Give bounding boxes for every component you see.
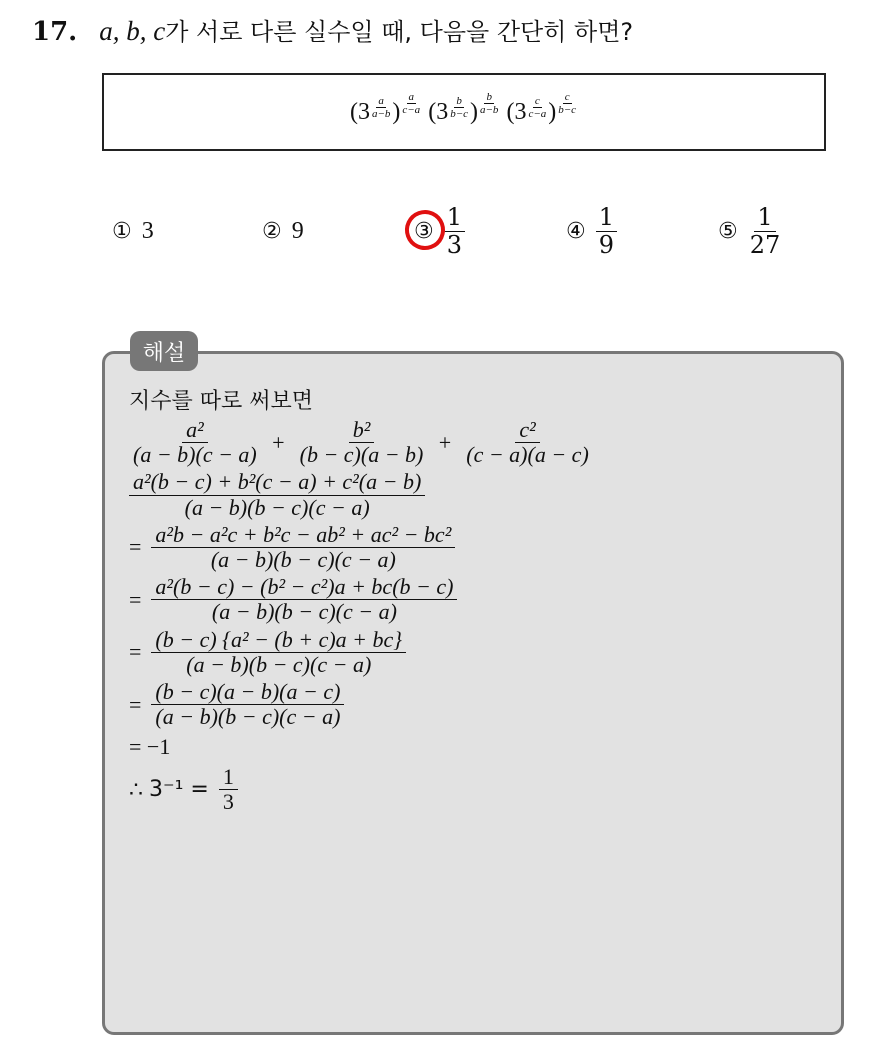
- sum-fraction-a-num: a²: [182, 418, 208, 443]
- step-1-den: (a − b)(b − c)(c − a): [184, 494, 370, 520]
- choice-2-value: 9: [291, 217, 304, 244]
- solution-intro: 지수를 따로 써보면: [129, 389, 314, 414]
- inner-exponent-3-num: c: [534, 94, 540, 107]
- outer-exponent-1: [400, 91, 422, 116]
- close-paren: ): [392, 98, 401, 125]
- choice-5-fraction: [748, 204, 783, 258]
- step-5-num: (b − c)(a − b)(a − c): [151, 680, 344, 705]
- expression-term-3: [506, 90, 578, 126]
- result-text: = −1: [129, 734, 171, 760]
- solution-step-3: [129, 575, 831, 624]
- outer-exponent-1-den: c−a: [402, 103, 421, 116]
- inner-exponent-1-num: a: [378, 94, 384, 107]
- choice-2-mark: ②: [262, 218, 282, 244]
- outer-exponent-2-den: a−b: [480, 103, 499, 116]
- solution-result: [129, 732, 831, 762]
- step-4-num: (b − c) {a² − (b + c)a + bc}: [151, 628, 406, 653]
- question-text: 가 서로 다른 실수일 때, 다음을 간단히 하면?: [165, 18, 634, 46]
- base: 3: [436, 98, 449, 125]
- plus-sign: +: [270, 429, 286, 455]
- choice-4-mark: ④: [566, 218, 586, 244]
- question-header: [32, 12, 633, 47]
- choice-3[interactable]: [414, 200, 465, 262]
- sum-fraction-b-den: (b − c)(a − b): [299, 442, 424, 468]
- solution-box: [102, 351, 844, 1035]
- step-4-fraction: [151, 628, 406, 677]
- step-1-num: a²(b − c) + b²(c − a) + c²(a − b): [129, 470, 425, 495]
- choice-4-numerator: 1: [596, 204, 617, 231]
- choice-4-fraction: [596, 204, 617, 258]
- solution-step-5: [129, 680, 831, 729]
- outer-exponent-2-num: b: [486, 90, 492, 103]
- choice-4[interactable]: [566, 200, 617, 262]
- choice-5-numerator: 1: [754, 204, 775, 231]
- choice-1[interactable]: [112, 200, 154, 262]
- inner-exponent-3-den: c−a: [528, 107, 547, 120]
- expression-box: [102, 73, 826, 151]
- step-2-num: a²b − a²c + b²c − ab² + ac² − bc²: [151, 523, 455, 548]
- step-4-den: (a − b)(b − c)(c − a): [186, 651, 372, 677]
- step-3-fraction: [151, 575, 457, 624]
- choice-5[interactable]: [718, 200, 782, 262]
- sum-fraction-a: [129, 418, 261, 467]
- sum-fraction-c: [462, 418, 593, 467]
- outer-exponent-3-den: b−c: [558, 103, 577, 116]
- question-number: 17.: [32, 17, 78, 47]
- outer-exponent-1-num: a: [408, 90, 415, 103]
- step-2-den: (a − b)(b − c)(c − a): [210, 546, 396, 572]
- solution-final: [129, 765, 831, 814]
- choice-2[interactable]: [262, 200, 304, 262]
- choice-5-mark: ⑤: [718, 218, 738, 244]
- sum-fraction-b-num: b²: [349, 418, 375, 443]
- sum-fraction-c-num: c²: [515, 418, 539, 443]
- step-5-den: (a − b)(b − c)(c − a): [155, 704, 341, 730]
- solution-step-4: [129, 628, 831, 677]
- choice-3-denominator: 3: [446, 230, 463, 259]
- expression-term-1: [349, 90, 422, 126]
- choice-4-denominator: 9: [598, 230, 615, 259]
- plus-sign: +: [437, 429, 453, 455]
- equals-sign: =: [129, 534, 142, 560]
- therefore-symbol: ∴: [129, 776, 143, 802]
- outer-exponent-2: [478, 91, 500, 116]
- solution-step-1: [129, 470, 831, 519]
- expression: [347, 90, 581, 126]
- choice-3-mark-wrap: [414, 219, 434, 244]
- choice-1-value: 3: [141, 217, 154, 244]
- equals-sign: =: [129, 639, 142, 665]
- solution-body: [129, 384, 831, 818]
- final-num: 1: [219, 765, 238, 790]
- choice-5-denominator: 27: [749, 230, 781, 259]
- step-5-fraction: [151, 680, 344, 729]
- inner-exponent-2-num: b: [456, 94, 462, 107]
- choice-3-mark: ③: [414, 218, 434, 244]
- solution-step-2: [129, 523, 831, 572]
- expression-term-2: [428, 90, 500, 126]
- close-paren: ): [470, 98, 478, 125]
- close-paren: ): [548, 98, 557, 125]
- open-paren: (: [428, 98, 437, 125]
- base: 3: [357, 98, 370, 125]
- answer-choices: [0, 200, 884, 262]
- question-variables: a, b, c: [99, 16, 166, 46]
- sum-fraction-a-den: (a − b)(c − a): [133, 442, 257, 468]
- outer-exponent-3: [556, 91, 578, 116]
- choice-1-mark: ①: [112, 218, 132, 244]
- solution-sum-line: [129, 418, 831, 467]
- step-3-num: a²(b − c) − (b² − c²)a + bc(b − c): [151, 575, 457, 600]
- final-lhs: 3⁻¹ =: [149, 777, 209, 803]
- inner-exponent-1: [370, 95, 392, 120]
- inner-exponent-2: [448, 95, 470, 120]
- step-2-fraction: [151, 523, 455, 572]
- base: 3: [514, 98, 527, 125]
- final-fraction: [219, 765, 238, 814]
- inner-exponent-3: [526, 95, 548, 120]
- choice-3-numerator: 1: [444, 204, 465, 231]
- equals-sign: =: [129, 691, 142, 717]
- step-1-fraction: [129, 470, 425, 519]
- step-3-den: (a − b)(b − c)(c − a): [211, 599, 397, 625]
- sum-fraction-b: [296, 418, 428, 467]
- sum-fraction-c-den: (c − a)(a − c): [466, 442, 589, 468]
- equals-sign: =: [129, 586, 142, 612]
- choice-3-fraction: [444, 204, 465, 258]
- final-den: 3: [222, 789, 234, 815]
- open-paren: (: [349, 98, 358, 125]
- outer-exponent-3-num: c: [564, 90, 570, 103]
- inner-exponent-1-den: a−b: [371, 107, 391, 120]
- open-paren: (: [506, 98, 515, 125]
- solution-tab: 해설: [130, 331, 198, 371]
- inner-exponent-2-den: b−c: [450, 107, 468, 120]
